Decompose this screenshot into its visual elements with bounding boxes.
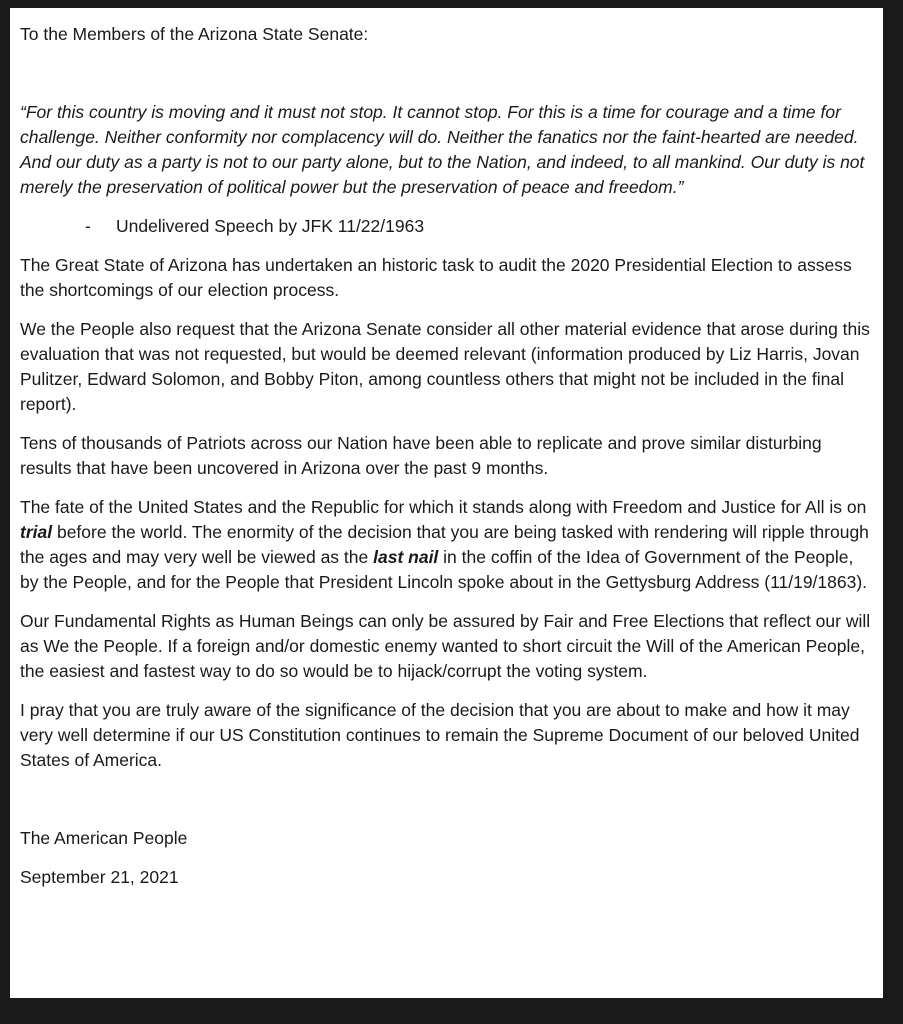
paragraph-prayer: I pray that you are truly aware of the significance of the decision that you are about to make and how it may very well determine if our US Constitution continues to remain the Supreme Document of our beloved United States of America. (20, 700, 860, 770)
fate-text-1: The fate of the United States and the Republic for which it stands along with Freedom and Justice for All is on (20, 497, 867, 517)
paragraph-audit: The Great State of Arizona has undertaken an historic task to audit the 2020 Presidential Election to assess the shortcomings of our election process. (20, 255, 852, 300)
attribution-dash: - (85, 216, 91, 236)
paragraph-fate (20, 495, 873, 595)
attribution-text: Undelivered Speech by JFK 11/22/1963 (116, 216, 425, 236)
fate-text-2: before the world. The enormity of the decision that you are being tasked with rendering will ripple through the ages and may very well be viewed as the (20, 522, 869, 567)
signature-block (20, 826, 873, 890)
quote-attribution (85, 214, 873, 239)
fate-text-3: in the coffin of the Idea of Government of the People, by the People, and for the People that President Lincoln spoke about in the Gettysburg Address (11/19/1863). (20, 547, 868, 592)
jfk-quote: “For this country is moving and it must not stop. It cannot stop. For this is a time for courage and a time for challenge. Neither conformity nor complacency will do. Neither the fanatics nor the faint-hearted are needed. And our duty as a party is not to our party alone, but to the Nation, and indeed, to all mankind. Our duty is not merely the preservation of political power but the preservation of peace and freedom.” (20, 102, 865, 197)
emphasis-trial: trial (20, 522, 53, 542)
emphasis-last-nail: last nail (373, 547, 439, 567)
document-page (10, 8, 883, 998)
paragraph-rights: Our Fundamental Rights as Human Beings can only be assured by Fair and Free Elections that reflect our will as We the People. If a foreign and/or domestic enemy wanted to short circuit the Will of the American People, the easiest and fastest way to do so would be to hijack/corrupt the voting system. (20, 611, 871, 681)
paragraph-evidence: We the People also request that the Arizona Senate consider all other material evidence that arose during this evaluation that was not requested, but would be deemed relevant (information produced by Liz Harris, Jovan Pulitzer, Edward Solomon, and Bobby Piton, among countless others that might not be included in the final report). (20, 319, 870, 414)
paragraph-patriots: Tens of thousands of Patriots across our Nation have been able to replicate and prove similar disturbing results that have been uncovered in Arizona over the past 9 months. (20, 433, 822, 478)
salutation: To the Members of the Arizona State Senate: (20, 24, 369, 44)
signoff: The American People (20, 828, 188, 848)
letter-date: September 21, 2021 (20, 867, 179, 887)
